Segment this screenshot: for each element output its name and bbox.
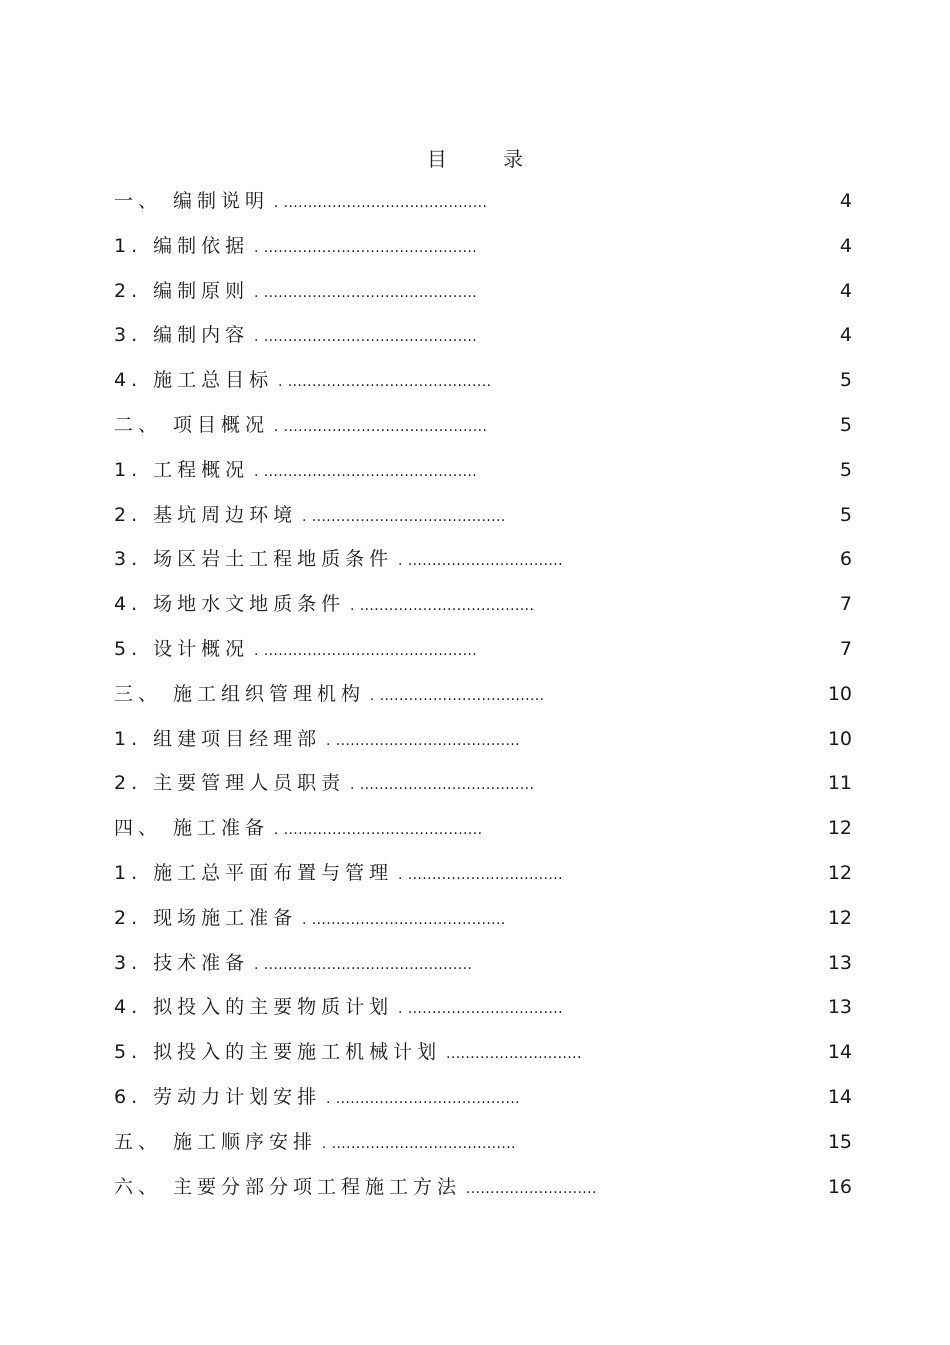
toc-entry-leader-dots: . ................................: [393, 553, 563, 570]
toc-entry[interactable]: [114, 589, 852, 634]
toc-entry[interactable]: [114, 544, 852, 589]
toc-entry-page-number: 12: [827, 861, 852, 884]
toc-entry-page-number: 13: [827, 996, 852, 1019]
toc-entry[interactable]: [114, 410, 852, 455]
toc-entry-label: 3. 技术准备: [114, 951, 250, 974]
toc-entry-leader-dots: . ................................: [393, 866, 563, 883]
toc-list: [114, 186, 852, 1216]
toc-entry-leader-dots: . ......................................: [321, 1090, 521, 1107]
toc-entry-leader-dots: . ......................................: [317, 1135, 516, 1152]
toc-entry-label: 4. 施工总目标: [114, 369, 274, 392]
toc-entry-leader-dots: ............................: [441, 1046, 582, 1063]
toc-entry[interactable]: [114, 634, 852, 679]
toc-entry-page-number: 12: [827, 906, 852, 929]
toc-entry-page-number: 10: [827, 682, 852, 705]
toc-entry[interactable]: [114, 724, 852, 769]
toc-entry-leader-dots: . ...........................................: [249, 956, 473, 973]
toc-entry-page-number: 5: [839, 413, 852, 436]
toc-entry-page-number: 14: [827, 1085, 852, 1108]
toc-entry-page-number: 14: [827, 1041, 852, 1064]
toc-entry-leader-dots: . ..........................................: [269, 418, 488, 435]
toc-entry-leader-dots: . ............................................: [249, 284, 478, 301]
toc-entry-leader-dots: . ..........................................: [269, 195, 488, 211]
toc-entry-leader-dots: . ........................................: [297, 911, 506, 928]
toc-entry-leader-dots: . ............................................: [249, 239, 478, 256]
toc-entry-label: 二、 项目概况: [114, 413, 270, 436]
toc-entry-label: 2. 主要管理人员职责: [114, 772, 346, 795]
toc-entry-label: 1. 编制依据: [114, 234, 250, 257]
toc-entry-page-number: 5: [839, 458, 852, 481]
toc-entry-page-number: 13: [827, 951, 852, 974]
toc-entry-label: 1. 工程概况: [114, 458, 250, 481]
toc-entry-page-number: 5: [839, 369, 852, 392]
toc-entry[interactable]: [114, 500, 852, 545]
toc-entry-label: 5. 拟投入的主要施工机械计划: [114, 1041, 442, 1064]
toc-entry[interactable]: [114, 1037, 852, 1082]
toc-entry[interactable]: [114, 858, 852, 903]
toc-entry-page-number: 6: [839, 548, 852, 571]
toc-entry-leader-dots: . ............................................: [249, 463, 478, 480]
toc-entry-leader-dots: . ..................................: [365, 687, 545, 704]
toc-entry-label: 四、 施工准备: [114, 817, 270, 840]
toc-entry-label: 4. 拟投入的主要物质计划: [114, 996, 394, 1019]
toc-entry[interactable]: [114, 1127, 852, 1172]
toc-entry[interactable]: [114, 276, 852, 321]
toc-entry-page-number: 11: [827, 772, 852, 795]
toc-entry-page-number: 4: [839, 324, 852, 347]
toc-entry[interactable]: [114, 365, 852, 410]
toc-entry-page-number: 4: [839, 279, 852, 302]
toc-entry-label: 三、 施工组织管理机构: [114, 682, 366, 705]
toc-entry-page-number: 12: [827, 817, 852, 840]
title-char-1: 目: [426, 147, 447, 171]
toc-entry-leader-dots: . ................................: [393, 1001, 563, 1018]
toc-entry-label: 4. 场地水文地质条件: [114, 593, 346, 616]
toc-entry-page-number: 4: [839, 190, 852, 212]
toc-entry-leader-dots: . ............................................: [249, 329, 478, 346]
toc-entry-label: 一、 编制说明: [114, 190, 270, 212]
toc-entry-label: 2. 基坑周边环境: [114, 503, 298, 526]
toc-entry[interactable]: [114, 1082, 852, 1127]
toc-entry-page-number: 4: [839, 234, 852, 257]
toc-entry-label: 1. 组建项目经理部: [114, 727, 322, 750]
toc-entry[interactable]: [114, 768, 852, 813]
toc-entry-label: 六、 主要分部分项工程施工方法: [114, 1175, 462, 1198]
page-title: [0, 146, 950, 172]
toc-entry[interactable]: [114, 992, 852, 1037]
toc-entry[interactable]: [114, 1172, 852, 1217]
toc-entry-page-number: 5: [839, 503, 852, 526]
toc-entry[interactable]: [114, 186, 852, 231]
toc-entry-leader-dots: ...........................: [461, 1180, 597, 1197]
toc-entry-label: 5. 设计概况: [114, 637, 250, 660]
toc-entry-leader-dots: . ......................................: [321, 732, 521, 749]
toc-entry-leader-dots: . ............................................: [249, 642, 478, 659]
toc-entry-leader-dots: . ........................................: [297, 508, 506, 525]
toc-entry[interactable]: [114, 679, 852, 724]
toc-entry-page-number: 10: [827, 727, 852, 750]
toc-entry-leader-dots: . .........................................: [269, 822, 483, 839]
toc-entry-label: 2. 现场施工准备: [114, 906, 298, 929]
toc-entry-leader-dots: . ..........................................: [273, 374, 492, 391]
toc-entry[interactable]: [114, 813, 852, 858]
toc-entry[interactable]: [114, 320, 852, 365]
toc-entry-page-number: 15: [827, 1130, 852, 1153]
toc-entry-label: 五、 施工顺序安排: [114, 1130, 318, 1153]
toc-entry-leader-dots: . ....................................: [345, 777, 535, 794]
title-char-2: 录: [503, 147, 524, 171]
toc-entry-page-number: 16: [827, 1175, 852, 1198]
toc-entry-label: 1. 施工总平面布置与管理: [114, 861, 394, 884]
toc-entry-page-number: 7: [839, 637, 852, 660]
toc-entry[interactable]: [114, 948, 852, 993]
toc-entry[interactable]: [114, 903, 852, 948]
toc-entry-label: 3. 场区岩土工程地质条件: [114, 548, 394, 571]
toc-entry-leader-dots: . ....................................: [345, 598, 535, 615]
toc-entry[interactable]: [114, 231, 852, 276]
toc-entry-page-number: 7: [839, 593, 852, 616]
toc-entry[interactable]: [114, 455, 852, 500]
toc-entry-label: 3. 编制内容: [114, 324, 250, 347]
toc-entry-label: 2. 编制原则: [114, 279, 250, 302]
toc-entry-label: 6. 劳动力计划安排: [114, 1085, 322, 1108]
